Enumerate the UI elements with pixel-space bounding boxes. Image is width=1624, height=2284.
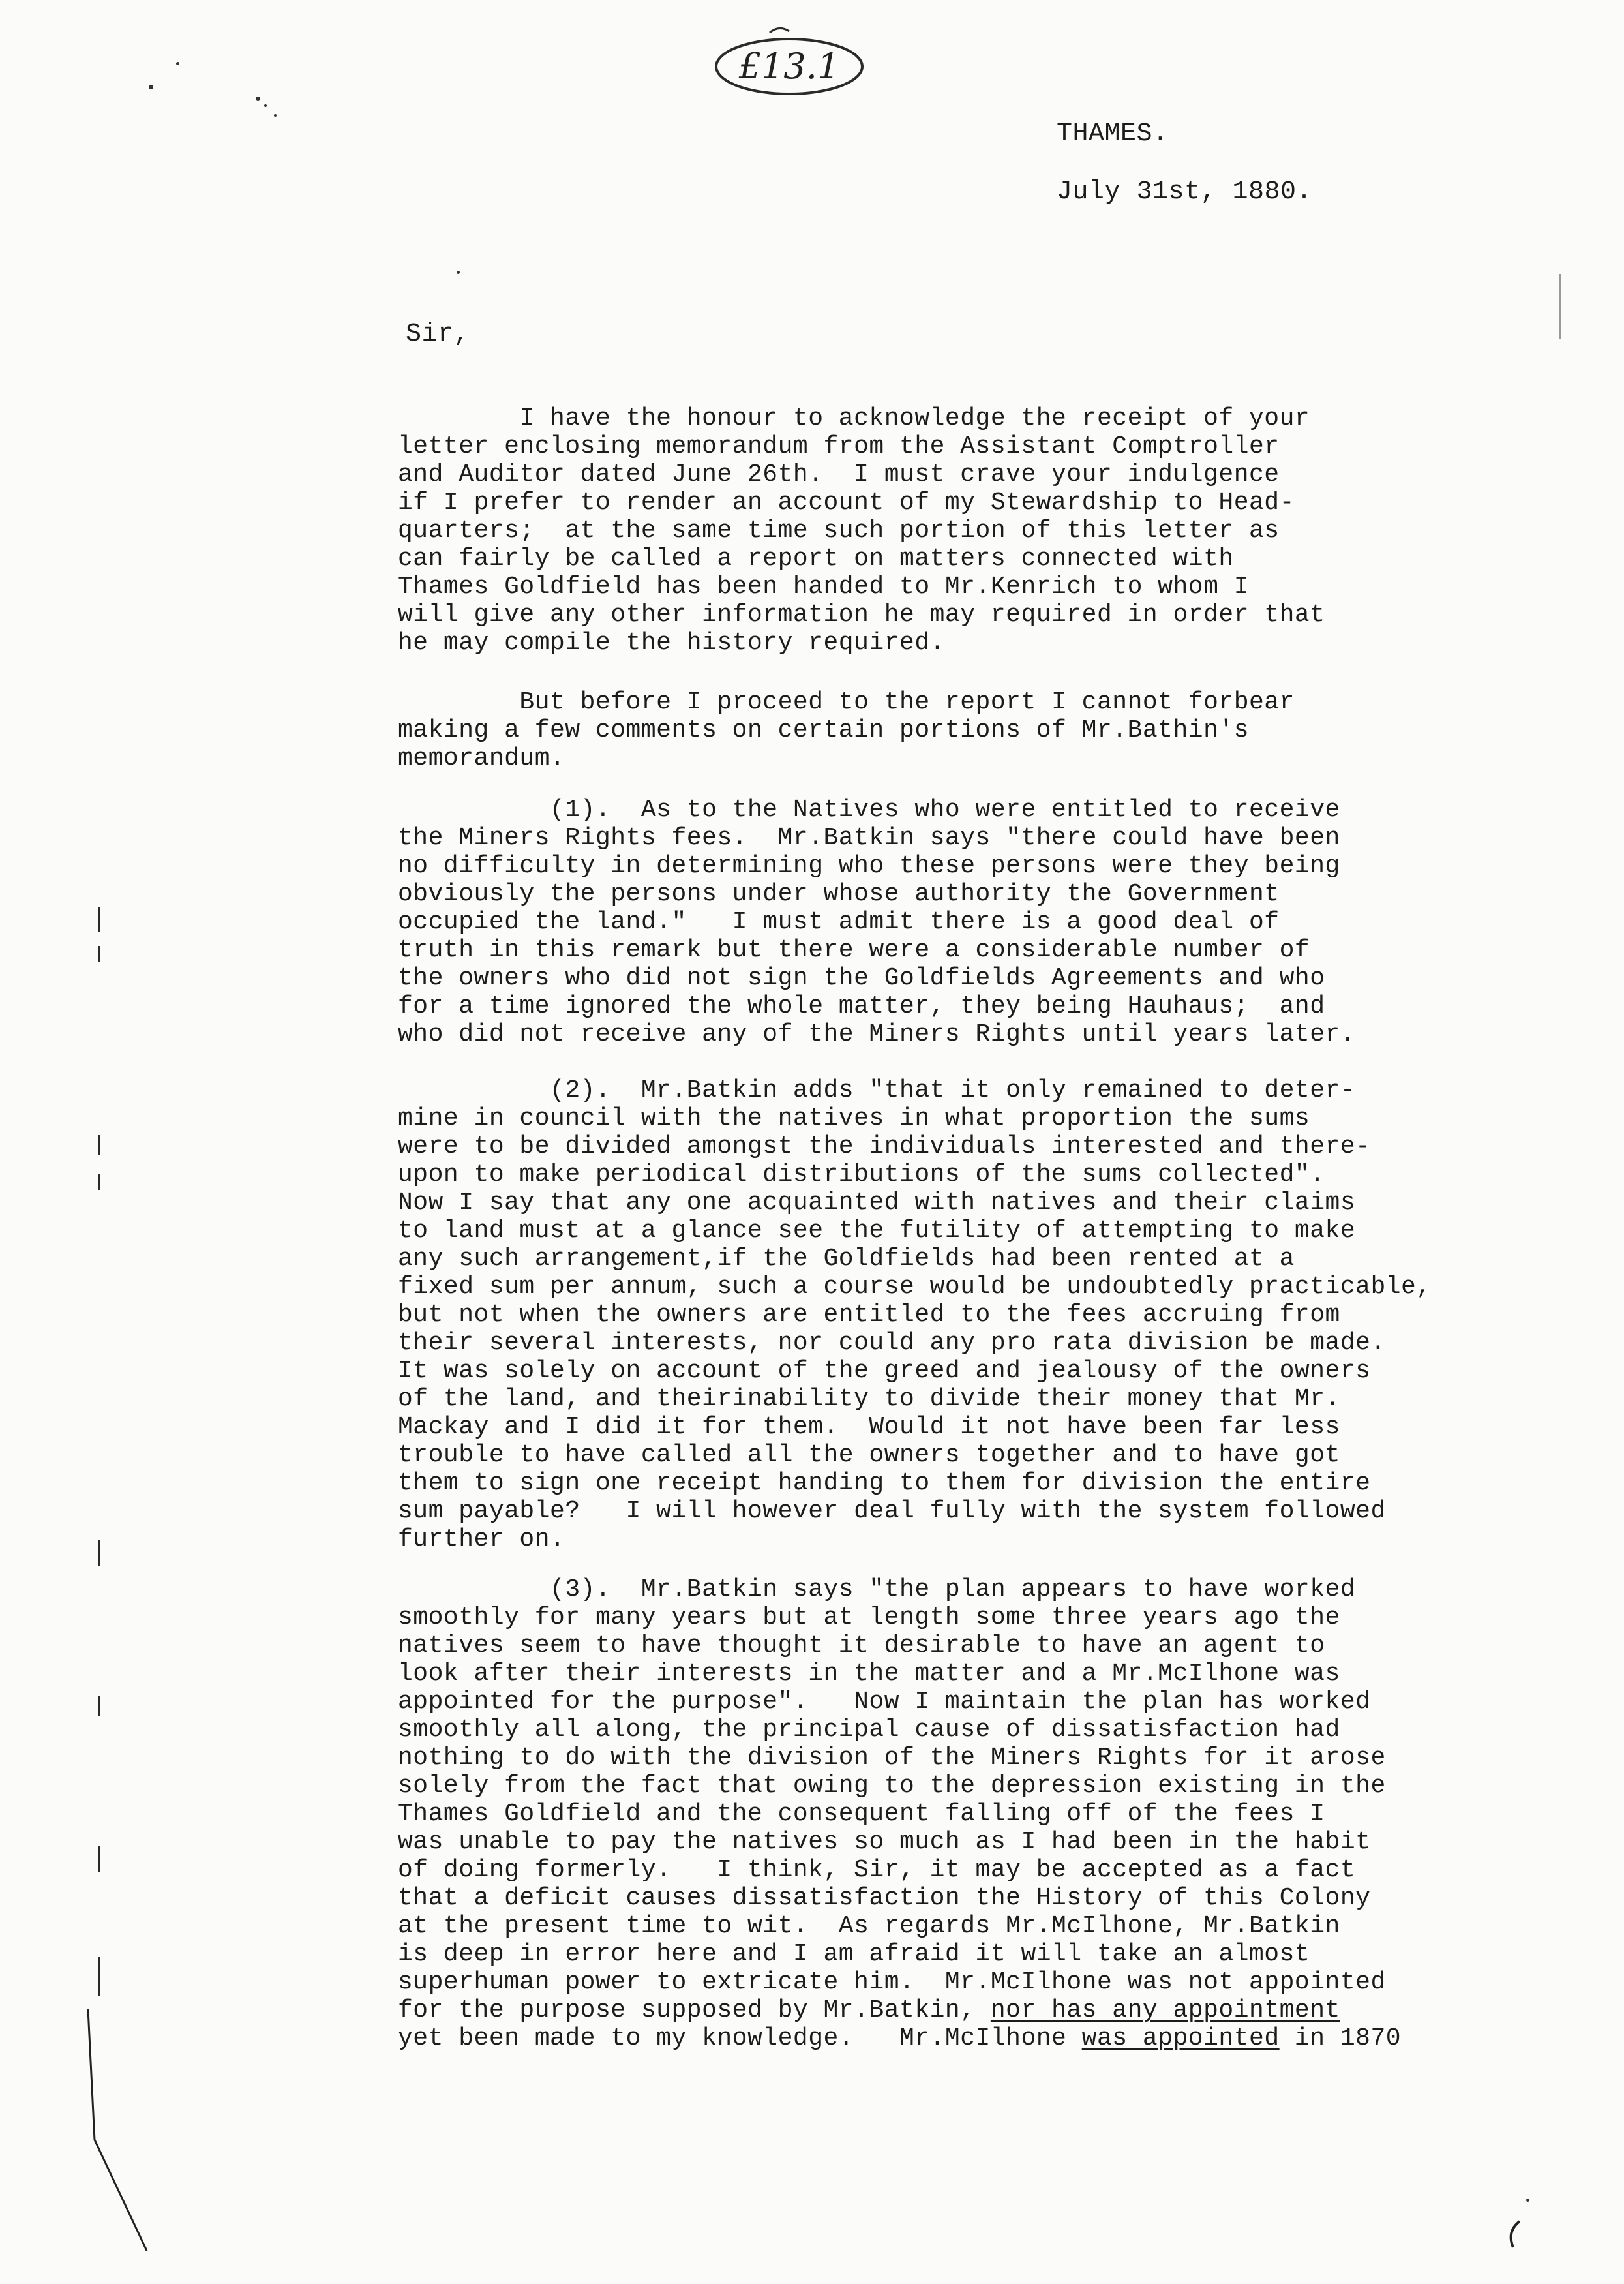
paragraph-line: them to sign one receipt handing to them for division the entire	[398, 1469, 1371, 1497]
speck	[457, 271, 460, 274]
paragraph-line: (1). As to the Natives who were entitled to receive	[398, 796, 1340, 824]
margin-mark	[98, 1957, 100, 1996]
paragraph-line: making a few comments on certain portions of Mr.Bathin's	[398, 716, 1250, 744]
speck	[1526, 2199, 1529, 2202]
paragraph-line: letter enclosing memorandum from the Assistant Comptroller	[398, 433, 1280, 461]
paragraph-line: for the purpose supposed by Mr.Batkin, nor has any appointment	[398, 1996, 1340, 2024]
paragraph-line: but not when the owners are entitled to the fees accruing from	[398, 1301, 1340, 1329]
speck	[264, 104, 267, 107]
margin-mark	[1559, 274, 1561, 339]
paragraph-line: their several interests, nor could any pro rata division be made.	[398, 1329, 1386, 1357]
paragraph-line: was unable to pay the natives so much as I had been in the habit	[398, 1828, 1371, 1856]
paragraph-line: smoothly all along, the principal cause of dissatisfaction had	[398, 1716, 1340, 1744]
margin-mark	[98, 1846, 100, 1872]
paragraph-line: Now I say that any one acquainted with natives and their claims	[398, 1189, 1356, 1217]
paragraph-line: for a time ignored the whole matter, they being Hauhaus; and	[398, 992, 1325, 1020]
paragraph-line: is deep in error here and I am afraid it will take an almost	[398, 1940, 1310, 1968]
paragraph-line: he may compile the history required.	[398, 629, 945, 657]
folio-note	[708, 26, 871, 104]
paragraph-line: memorandum.	[398, 744, 565, 772]
paragraph-line: Thames Goldfield and the consequent falling off of the fees I	[398, 1800, 1325, 1828]
paragraph-line: can fairly be called a report on matters connected with	[398, 545, 1234, 573]
folio-note-text: £13.1	[738, 46, 840, 87]
paragraph-line: It was solely on account of the greed and jealousy of the owners	[398, 1357, 1371, 1385]
paragraph-line: to land must at a glance see the futility of attempting to make	[398, 1217, 1356, 1245]
paragraph-line: that a deficit causes dissatisfaction the History of this Colony	[398, 1884, 1371, 1912]
margin-mark	[98, 1696, 100, 1716]
paragraph-line: of doing formerly. I think, Sir, it may be accepted as a fact	[398, 1856, 1356, 1884]
speck	[274, 114, 277, 117]
paragraph-line: will give any other information he may required in order that	[398, 601, 1325, 629]
margin-mark	[98, 946, 100, 962]
margin-mark	[98, 1174, 100, 1190]
margin-mark	[98, 907, 100, 932]
paragraph-line: fixed sum per annum, such a course would be undoubtedly practicable,	[398, 1273, 1432, 1301]
paragraph-line: Thames Goldfield has been handed to Mr.Kenrich to whom I	[398, 573, 1250, 601]
paragraph-line: quarters; at the same time such portion of this letter as	[398, 517, 1280, 545]
paragraph-line: appointed for the purpose". Now I maintain the plan has worked	[398, 1688, 1371, 1716]
paragraph-line: sum payable? I will however deal fully with the system followed	[398, 1497, 1386, 1525]
paragraph-line: (2). Mr.Batkin adds "that it only remained to deter-	[398, 1076, 1356, 1104]
paragraph-line: nothing to do with the division of the Miners Rights for it arose	[398, 1744, 1386, 1772]
paragraph-line: superhuman power to extricate him. Mr.McIlhone was not appointed	[398, 1968, 1386, 1996]
paragraph-line: any such arrangement,if the Goldfields had been rented at a	[398, 1245, 1295, 1273]
speck	[176, 62, 179, 65]
paragraph-line: mine in council with the natives in what proportion the sums	[398, 1104, 1310, 1133]
paragraph-line: at the present time to wit. As regards Mr.McIlhone, Mr.Batkin	[398, 1912, 1340, 1940]
paragraph-line: look after their interests in the matter and a Mr.McIlhone was	[398, 1660, 1340, 1688]
paragraph-line: truth in this remark but there were a considerable number of	[398, 936, 1310, 964]
paragraph-line: obviously the persons under whose authority the Government	[398, 880, 1280, 908]
paragraph-line: no difficulty in determining who these persons were they being	[398, 852, 1340, 880]
paragraph-line: natives seem to have thought it desirable to have an agent to	[398, 1632, 1325, 1660]
folio-circle-icon	[708, 26, 871, 104]
paragraph-line: (3). Mr.Batkin says "the plan appears to have worked	[398, 1576, 1356, 1604]
paragraph-line: But before I proceed to the report I cannot forbear	[398, 688, 1295, 716]
salutation: Sir,	[406, 320, 470, 349]
corner-mark	[1500, 2218, 1526, 2251]
paragraph-line: of the land, and theirinability to divide their money that Mr.	[398, 1385, 1340, 1413]
paragraph-line: solely from the fact that owing to the depression existing in the	[398, 1772, 1386, 1800]
margin-mark	[98, 1540, 100, 1566]
paragraph-line: I have the honour to acknowledge the receipt of your	[398, 404, 1310, 433]
paragraph-line: yet been made to my knowledge. Mr.McIlhone was appointed in 1870	[398, 2024, 1402, 2052]
paragraph-line: and Auditor dated June 26th. I must crave your indulgence	[398, 461, 1280, 489]
speck	[256, 97, 260, 101]
place-heading: THAMES.	[1057, 119, 1169, 149]
paragraph-line: the Miners Rights fees. Mr.Batkin says "there could have been	[398, 824, 1340, 852]
edge-line-mark	[82, 2009, 160, 2257]
paragraph-line: were to be divided amongst the individuals interested and there-	[398, 1133, 1371, 1161]
paragraph-line: the owners who did not sign the Goldfields Agreements and who	[398, 964, 1325, 992]
paragraph-line: upon to make periodical distributions of the sums collected".	[398, 1161, 1325, 1189]
paragraph-line: trouble to have called all the owners together and to have got	[398, 1441, 1340, 1469]
paragraph-line: who did not receive any of the Miners Rights until years later.	[398, 1020, 1356, 1048]
underlined-phrase: nor has any appointment	[990, 1996, 1340, 2024]
margin-mark	[98, 1135, 100, 1155]
paragraph-line: if I prefer to render an account of my Stewardship to Head-	[398, 489, 1295, 517]
paragraph-line: further on.	[398, 1525, 565, 1553]
underlined-phrase: was appointed	[1081, 2024, 1280, 2052]
paragraph-line: occupied the land." I must admit there is a good deal of	[398, 908, 1280, 936]
paragraph-line: smoothly for many years but at length some three years ago the	[398, 1604, 1340, 1632]
speck	[149, 85, 153, 89]
paragraph-line: Mackay and I did it for them. Would it not have been far less	[398, 1413, 1340, 1441]
letter-date: July 31st, 1880.	[1057, 177, 1313, 207]
